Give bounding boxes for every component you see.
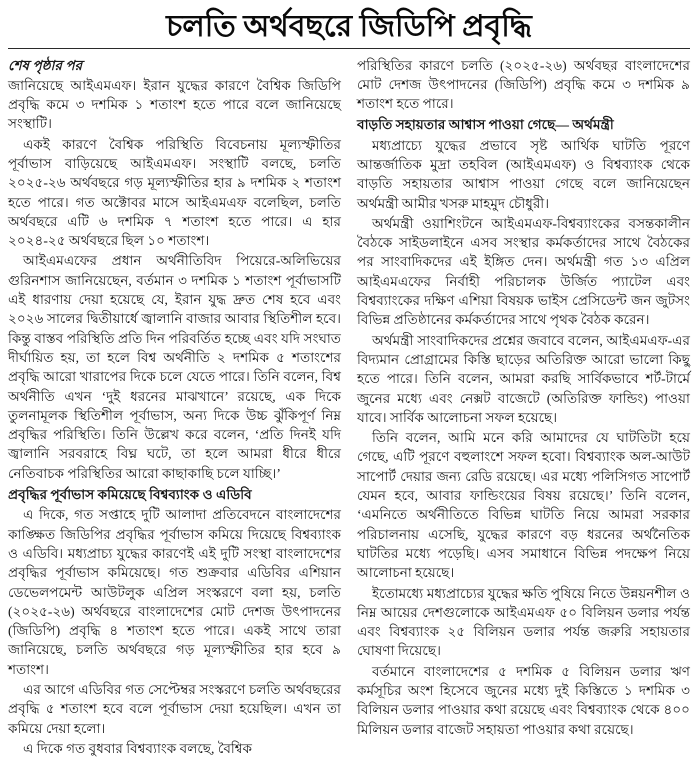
article-headline: চলতি অর্থবছরে জিডিপি প্রবৃদ্ধি [166,10,532,43]
left-column [8,56,341,760]
paragraph: এ দিকে গত বুধবার বিশ্বব্যাংক বলছে, বৈশ্বিক [23,740,253,756]
section-subhead: বাড়তি সহায়তার আশ্বাস পাওয়া গেছে— অর্থমন্ত্রী [357,117,614,133]
paragraph: অর্থমন্ত্রী ওয়াশিংটনে আইএমএফ-বিশ্বব্যাংকের বসন্তকালীন বৈঠকে সাইডলাইনে এসব সংস্থার কর্মকর্তাদের সাথে বৈঠকের পর সাংবাদিকদের এই ইঙ্গিত দেন। অর্থমন্ত্রী গত ১৩ এপ্রিল আইএমএফের নির্বাহী পরিচালক উর্জিত প্যাটেল এবং বিশ্বব্যাংকের দক্ষিণ এশিয়া বিষয়ক ভাইস প্রেসিডেন্ট জন জুটসং বিভিন্ন প্রতিষ্ঠানের কর্মকর্তাদের সাথে পৃথক বৈঠক করেন। [357,215,690,328]
paragraph: পরিস্থিতির কারণে চলতি (২০২৫-২৬) অর্থবছর বাংলাদেশের মোট দেশজ উৎপাদনের (জিডিপি) প্রবৃদ্ধি কমে ৩ দশমিক ৯ শতাংশ হতে পারে। [357,57,690,112]
paragraph: একই কারণে বৈশ্বিক পরিস্থিতি বিবেচনায় মূল্যস্ফীতির পূর্বাভাস বাড়িয়েছে আইএমএফ। সংস্থাটি বলছে, চলতি ২০২৫-২৬ অর্থবছরে গড় মূল্যস্ফীতির হার ৯ দশমিক ২ শতাংশ হতে পারে। গত অক্টোবর মাসে আইএমএফ বলেছিল, চলতি অর্থবছরে এটি ৬ দশমিক ৭ শতাংশ হতে পারে। এ হার ২০২৪-২৫ অর্থবছরে ছিল ১০ শতাংশ। [8,136,341,249]
paragraph: বর্তমানে বাংলাদেশের ৫ দশমিক ৫ বিলিয়ন ডলার ঋণ কর্মসূচির অংশ হিসেবে জুনের মধ্যে দুই কিস্তিতে ১ দশমিক ৩ বিলিয়ন ডলার পাওয়ার কথা রয়েছে এবং বিশ্বব্যাংক থেকে ৪০০ মিলিয়ন ডলার বাজেট সহায়তা পাওয়ার কথা রয়েছে। [357,663,690,737]
paragraph: এ দিকে, গত সপ্তাহে দুটি আলাদা প্রতিবেদনে বাংলাদেশের কাঙ্ক্ষিত জিডিপির প্রবৃদ্ধির পূর্বাভাস কমিয়ে দিয়েছে বিশ্বব্যাংক ও এডিবি। মধ্যপ্রাচ্য যুদ্ধের কারণেই এই দুটি সংস্থা বাংলাদেশের প্রবৃদ্ধির পূর্বাভাস কমিয়েছে। গত শুক্রবার এডিবির এশিয়ান ডেভেলপমেন্ট আউটলুক এপ্রিল সংস্করণে বলা হয়, চলতি (২০২৫-২৬) অর্থবছরে বাংলাদেশের মোট দেশজ উৎপাদনের (জিডিপি) প্রবৃদ্ধি ৪ শতাংশ হতে পারে। একই সাথে তারা জানিয়েছে, চলতি অর্থবছরে গড় মূল্যস্ফীতির হার হবে ৯ শতাংশ। [8,507,341,677]
paragraph: আইএমএফের প্রধান অর্থনীতিবিদ পিয়েরে-অলিভিয়ের গুরিনশাস জানিয়েছেন, বর্তমান ৩ দশমিক ১ শতাংশ পূর্বাভাসটি এই ধারণায় দেয়া হয়েছে যে, ইরান যুদ্ধ দ্রুত শেষ হবে এবং ২০২৬ সালের দ্বিতীয়ার্ধে জ্বালানি বাজার আবার স্থিতিশীল হবে। কিন্তু বাস্তব পরিস্থিতি প্রতি দিন পরিবর্তিত হচ্ছে এবং যদি সংঘাত দীর্ঘায়িত হয়, তা হলে বিশ্ব অর্থনীতি ২ দশমিক ৫ শতাংশের প্রবৃদ্ধি আরো খারাপের দিকে চলে যেতে পারে। তিনি বলেন, বিশ্ব অর্থনীতি এখন ‘দুই ধরনের মাঝখানে’ রয়েছে, এক দিকে তুলনামূলক স্থিতিশীল পূর্বাভাস, অন্য দিকে উচ্চ ঝুঁকিপূর্ণ নিম্ন প্রবৃদ্ধির পরিস্থিতি। তিনি উল্লেখ করে বলেন, ‘প্রতি দিনই যদি জ্বালানি সরবরাহে বিঘ্ন ঘটে, তা হলে আমরা ধীরে ধীরে নেতিবাচক পরিস্থিতির আরো কাছাকাছি চলে যাচ্ছি।’ [8,253,341,481]
paragraph: ইতোমধ্যে মধ্যপ্রাচ্যের যুদ্ধের ক্ষতি পুষিয়ে নিতে উন্নয়নশীল ও নিম্ন আয়ের দেশগুলোকে আইএমএফ ৫০ বিলিয়ন ডলার পর্যন্ত এবং বিশ্বব্যাংক ২৫ বিলিয়ন ডলার পর্যন্ত জরুরি সহায়তার ঘোষণা দিয়েছে। [357,585,690,659]
continued-from-label: শেষ পৃষ্ঠার পর [8,57,83,73]
paragraph: মধ্যপ্রাচ্যে যুদ্ধের প্রভাবে সৃষ্ট আর্থিক ঘাটতি পূরণে আন্তর্জাতিক মুদ্রা তহবিল (আইএমএফ) ও বিশ্বব্যাংক থেকে বাড়তি সহায়তার আশ্বাস পাওয়া গেছে বলে জানিয়েছেন অর্থমন্ত্রী আমীর খসরু মাহমুদ চৌধুরী। [357,137,690,211]
section-subhead: প্রবৃদ্ধির পূর্বাভাস কমিয়েছে বিশ্বব্যাংক ও এডিবি [8,487,252,503]
paragraph: এর আগে এডিবির গত সেপ্টেম্বর সংস্করণে চলতি অর্থবছরের প্রবৃদ্ধি ৫ শতাংশ হবে বলে পূর্বাভাস দেয়া হয়েছিল। এখন তা কমিয়ে দেয়া হলো। [8,682,341,736]
paragraph: তিনি বলেন, আমি মনে করি আমাদের যে ঘাটতিটা হয়ে গেছে, এটি পূরণে বহুলাংশে সফল হবো। বিশ্বব্যাংক অল-আউট সাপোর্ট দেয়ার জন্য রেডি রয়েছে। এর মধ্যে পলিসিগত সাপোর্ট যেমন হবে, আবার ফান্ডিংয়ের বিষয় রয়েছে।’ তিনি বলেন, ‘এমনিতে অর্থনীতিতে বিভিন্ন ঘাটতি নিয়ে আমরা সরকার পরিচালনায় এসেছি, যুদ্ধের কারণে বড় ধরনের অর্থনৈতিক ঘাটতির মধ্যে পড়েছি। এসব সমাধানে বিভিন্ন পদক্ষেপ নিয়ে আলোচনা হয়েছে। [357,430,690,581]
paragraph: অর্থমন্ত্রী সাংবাদিকদের প্রশ্নের জবাবে বলেন, আইএমএফ-এর বিদ্যমান প্রোগ্রামের কিস্তি ছাড়ের অতিরিক্ত আরো ভালো কিছু হতে পারে। তিনি বলেন, আমরা করছি সার্বিকভাবে শর্ট-টার্মে জুনের মধ্যে এবং নেক্সট বাজেটে (অতিরিক্ত ফান্ডিং) পাওয়া যাবে। সার্বিক আলোচনা সফল হয়েছে। [357,332,690,425]
article-header [8,4,690,49]
paragraph: জানিয়েছে আইএমএফ। ইরান যুদ্ধের কারণে বৈশ্বিক জিডিপি প্রবৃদ্ধি কমে ৩ দশমিক ১ শতাংশ হতে পারে বলে জানিয়েছে সংস্থাটি। [8,77,341,132]
right-column [357,56,690,740]
article-body [8,56,690,760]
